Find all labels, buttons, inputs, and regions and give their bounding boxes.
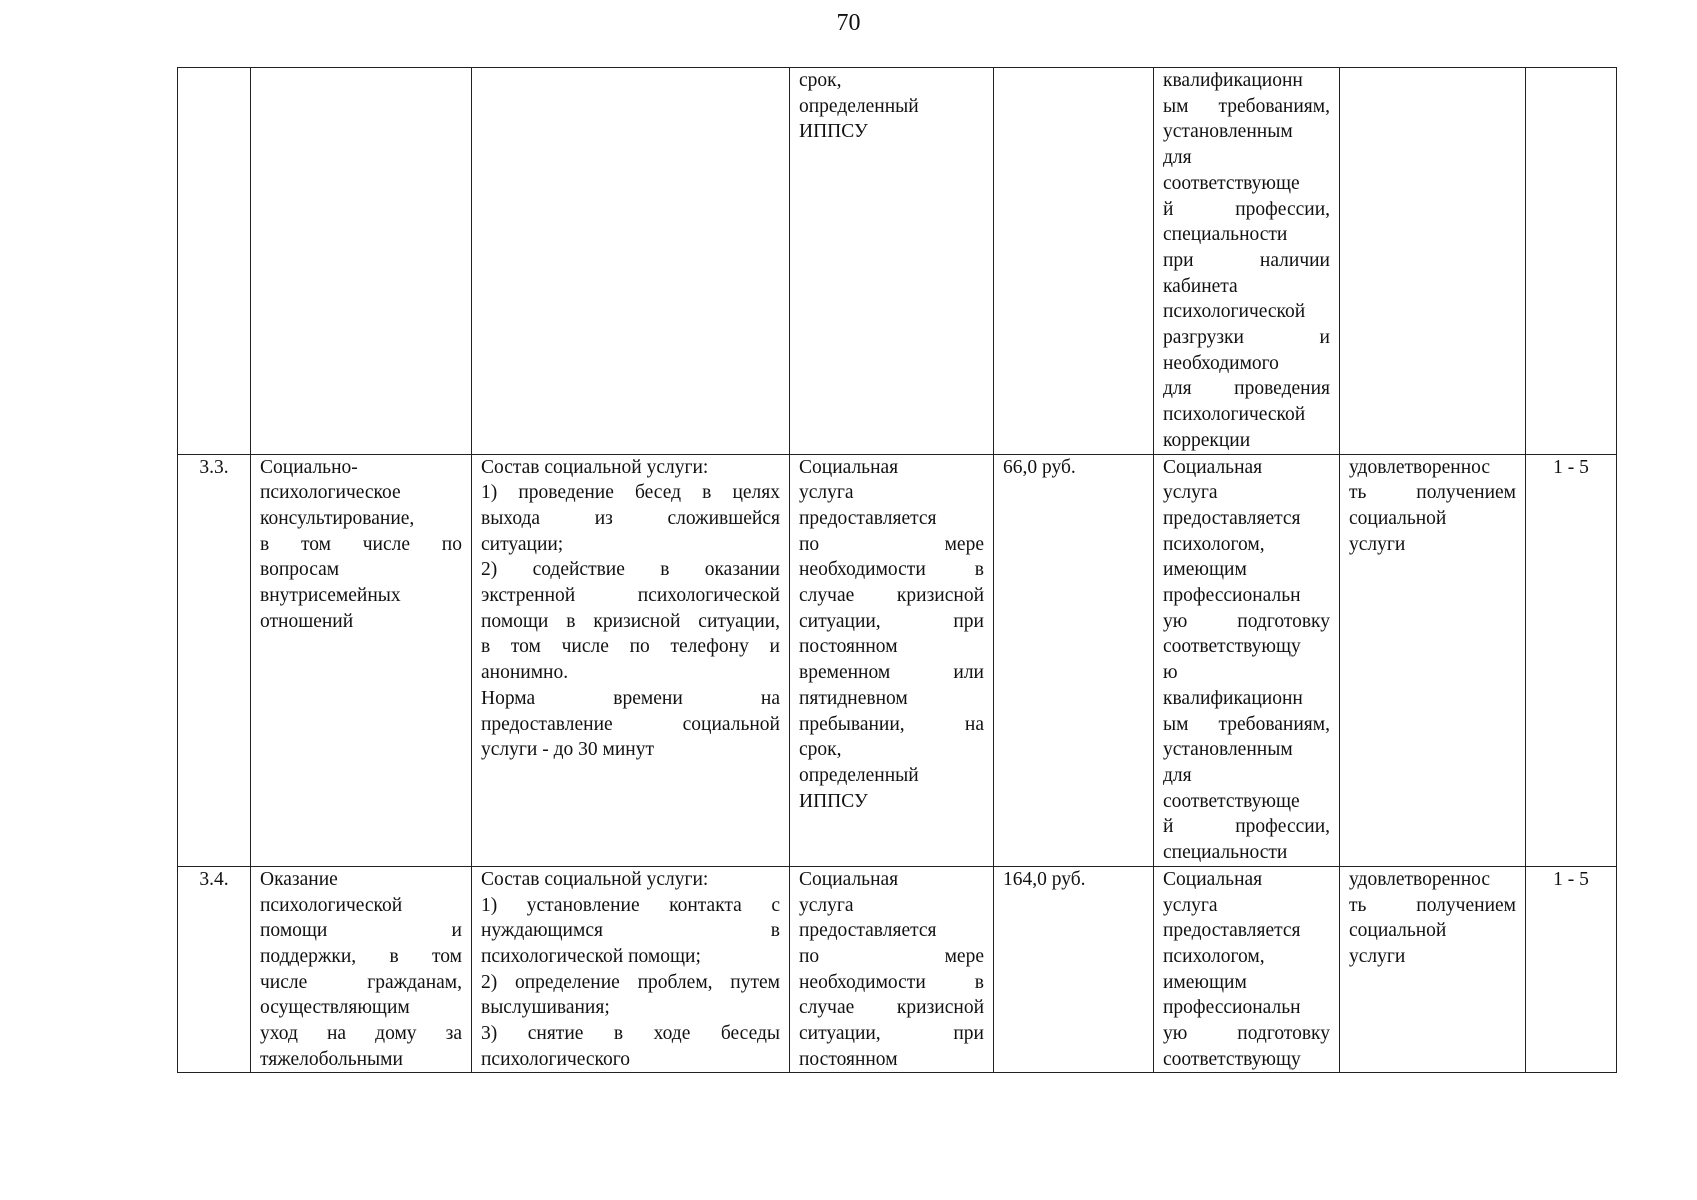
- provider-line: ую подготовку: [1163, 1023, 1330, 1045]
- provider-line: необходимого: [1163, 352, 1279, 374]
- provider-line: установленным: [1163, 121, 1293, 143]
- conditions-line: случае кризисной: [799, 585, 984, 607]
- content-line: выхода из сложившейся: [481, 507, 780, 529]
- provider-line: имеющим: [1163, 559, 1247, 581]
- service-criteria-cell: [1340, 68, 1526, 455]
- provider-line: услуга: [1163, 482, 1218, 504]
- conditions-line: определенный: [799, 764, 919, 786]
- name-line: тяжелобольными: [260, 1048, 403, 1070]
- service-score-cell: [1526, 866, 1617, 1073]
- content-line: Состав социальной услуги:: [481, 868, 709, 890]
- conditions-line: срок,: [799, 739, 842, 761]
- conditions-line: услуга: [799, 894, 854, 916]
- name-line: консультирование,: [260, 507, 415, 529]
- provider-line: Социальная: [1163, 868, 1263, 890]
- conditions-line: по мере: [799, 533, 984, 555]
- conditions-line: необходимости в: [799, 971, 984, 993]
- service-conditions-cell: [790, 454, 994, 866]
- service-score-cell: [1526, 68, 1617, 455]
- service-price-cell: [994, 866, 1154, 1073]
- content-line: 2) определение проблем, путем: [481, 971, 780, 993]
- content-line: предоставление социальной: [481, 713, 780, 735]
- service-criteria-cell: [1340, 454, 1526, 866]
- name-line: в том числе по: [260, 533, 462, 555]
- provider-line: ую подготовку: [1163, 610, 1330, 632]
- service-price-cell: [994, 454, 1154, 866]
- conditions-line: постоянном: [799, 636, 898, 658]
- service-name-cell: [251, 866, 472, 1073]
- row-number-cell: [178, 866, 251, 1073]
- criteria-line: ть получением: [1349, 894, 1516, 916]
- content-line: в том числе по телефону и: [481, 636, 780, 658]
- score-text: 1 - 5: [1553, 868, 1589, 890]
- price-text: 66,0 руб.: [1003, 456, 1076, 478]
- conditions-line: временном или: [799, 662, 984, 684]
- content-line: 2) содействие в оказании: [481, 559, 780, 581]
- provider-line: кабинета: [1163, 275, 1238, 297]
- provider-line: психологической: [1163, 301, 1306, 323]
- content-line: выслушивания;: [481, 997, 610, 1019]
- num-text: 3.4.: [199, 868, 229, 890]
- conditions-line: по мере: [799, 945, 984, 967]
- provider-line: для: [1163, 147, 1192, 169]
- content-line: 1) установление контакта с: [481, 894, 780, 916]
- content-line: психологического: [481, 1048, 631, 1070]
- conditions-line: ИППСУ: [799, 121, 868, 143]
- provider-line: профессиональн: [1163, 997, 1301, 1019]
- provider-line: коррекции: [1163, 429, 1251, 451]
- services-table: [177, 67, 1617, 1073]
- conditions-line: услуга: [799, 482, 854, 504]
- conditions-line: пятидневном: [799, 687, 908, 709]
- criteria-line: социальной: [1349, 507, 1447, 529]
- table-row: [178, 866, 1617, 1073]
- content-line: 3) снятие в ходе беседы: [481, 1023, 780, 1045]
- provider-line: предоставляется: [1163, 507, 1301, 529]
- service-provider-cell: [1154, 454, 1340, 866]
- conditions-line: случае кризисной: [799, 997, 984, 1019]
- service-content-cell: [472, 454, 790, 866]
- conditions-line: необходимости в: [799, 559, 984, 581]
- name-line: уход на дому за: [260, 1023, 462, 1045]
- name-line: осуществляющим: [260, 997, 410, 1019]
- criteria-line: удовлетвореннос: [1349, 456, 1491, 478]
- content-line: Состав социальной услуги:: [481, 456, 709, 478]
- conditions-line: пребывании, на: [799, 713, 984, 735]
- name-line: вопросам: [260, 559, 340, 581]
- content-line: помощи в кризисной ситуации,: [481, 610, 780, 632]
- name-line: психологической: [260, 894, 403, 916]
- service-content-cell: [472, 866, 790, 1073]
- provider-line: услуга: [1163, 894, 1218, 916]
- conditions-line: определенный: [799, 95, 919, 117]
- provider-line: соответствующе: [1163, 172, 1300, 194]
- provider-line: предоставляется: [1163, 920, 1301, 942]
- service-provider-cell: [1154, 68, 1340, 455]
- service-criteria-cell: [1340, 866, 1526, 1073]
- provider-line: соответствующу: [1163, 1048, 1301, 1070]
- conditions-line: предоставляется: [799, 507, 937, 529]
- provider-line: психологом,: [1163, 533, 1265, 555]
- provider-line: при наличии: [1163, 249, 1330, 271]
- conditions-line: предоставляется: [799, 920, 937, 942]
- content-line: нуждающимся в: [481, 920, 780, 942]
- content-line: услуги - до 30 минут: [481, 739, 654, 761]
- content-line: ситуации;: [481, 533, 564, 555]
- conditions-line: срок,: [799, 70, 842, 91]
- name-line: психологическое: [260, 482, 401, 504]
- provider-line: специальности: [1163, 842, 1288, 864]
- provider-line: й профессии,: [1163, 198, 1330, 220]
- criteria-line: услуги: [1349, 945, 1406, 967]
- content-line: анонимно.: [481, 662, 569, 684]
- score-text: 1 - 5: [1553, 456, 1589, 478]
- name-line: Оказание: [260, 868, 338, 890]
- conditions-line: постоянном: [799, 1048, 898, 1070]
- content-line: экстренной психологической: [481, 585, 780, 607]
- provider-line: психологом,: [1163, 945, 1265, 967]
- provider-line: Социальная: [1163, 456, 1263, 478]
- provider-line: й профессии,: [1163, 816, 1330, 838]
- provider-line: психологической: [1163, 404, 1306, 426]
- conditions-line: Социальная: [799, 456, 899, 478]
- provider-line: имеющим: [1163, 971, 1247, 993]
- criteria-line: удовлетвореннос: [1349, 868, 1491, 890]
- num-text: 3.3.: [199, 456, 229, 478]
- conditions-line: ситуации, при: [799, 1023, 984, 1045]
- service-content-cell: [472, 68, 790, 455]
- provider-line: ю: [1163, 662, 1178, 684]
- content-line: 1) проведение бесед в целях: [481, 482, 780, 504]
- criteria-line: ть получением: [1349, 482, 1516, 504]
- provider-line: ым требованиям,: [1163, 713, 1330, 735]
- conditions-line: ИППСУ: [799, 790, 868, 812]
- provider-line: специальности: [1163, 224, 1288, 246]
- provider-line: для: [1163, 764, 1192, 786]
- service-score-cell: [1526, 454, 1617, 866]
- page-number: 70: [836, 10, 861, 36]
- provider-line: квалификационн: [1163, 70, 1303, 91]
- content-line: психологической помощи;: [481, 945, 701, 967]
- name-line: внутрисемейных: [260, 585, 401, 607]
- row-number-cell: [178, 68, 251, 455]
- provider-line: квалификационн: [1163, 687, 1303, 709]
- price-text: 164,0 руб.: [1003, 868, 1086, 890]
- provider-line: ым требованиям,: [1163, 95, 1330, 117]
- service-conditions-cell: [790, 866, 994, 1073]
- service-conditions-cell: [790, 68, 994, 455]
- criteria-line: услуги: [1349, 533, 1406, 555]
- service-provider-cell: [1154, 866, 1340, 1073]
- provider-line: профессиональн: [1163, 585, 1301, 607]
- row-number-cell: [178, 454, 251, 866]
- name-line: Социально-: [260, 456, 358, 478]
- service-price-cell: [994, 68, 1154, 455]
- table-row: [178, 454, 1617, 866]
- service-name-cell: [251, 68, 472, 455]
- table-row: [178, 68, 1617, 455]
- name-line: поддержки, в том: [260, 945, 462, 967]
- name-line: отношений: [260, 610, 354, 632]
- service-name-cell: [251, 454, 472, 866]
- conditions-line: Социальная: [799, 868, 899, 890]
- name-line: числе гражданам,: [260, 971, 462, 993]
- content-line: Норма времени на: [481, 687, 780, 709]
- provider-line: соответствующе: [1163, 790, 1300, 812]
- provider-line: установленным: [1163, 739, 1293, 761]
- name-line: помощи и: [260, 920, 462, 942]
- criteria-line: социальной: [1349, 920, 1447, 942]
- provider-line: соответствующу: [1163, 636, 1301, 658]
- conditions-line: ситуации, при: [799, 610, 984, 632]
- provider-line: разгрузки и: [1163, 327, 1330, 349]
- provider-line: для проведения: [1163, 378, 1330, 400]
